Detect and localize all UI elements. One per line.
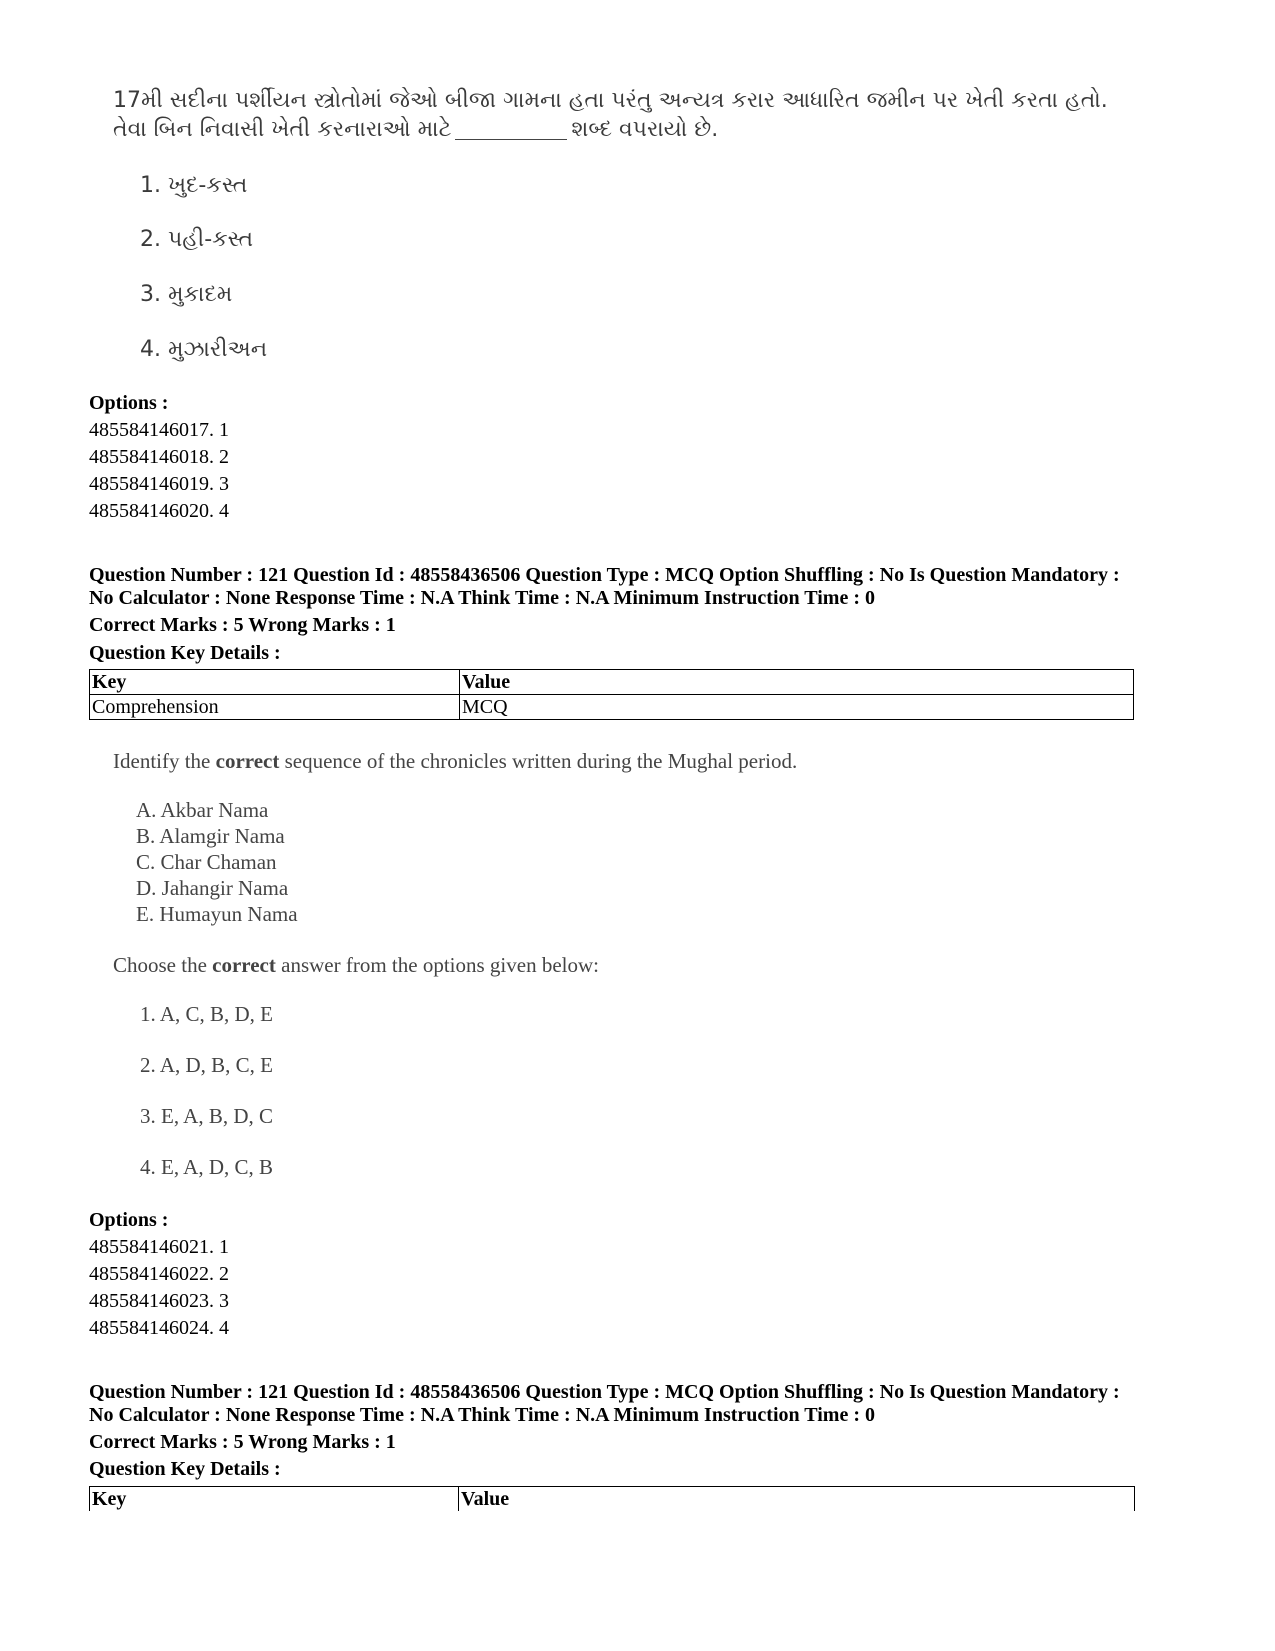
- question-meta-line-1: Question Number : 121 Question Id : 48558436506 Question Type : MCQ Option Shuffling : No Is Question Mandatory :: [89, 1381, 1120, 1403]
- choose-text-post: answer from the options given below:: [275, 953, 599, 977]
- question-key-table-partial: [89, 1486, 1135, 1511]
- choose-text-pre: Choose the: [113, 953, 213, 977]
- choose-answer-prompt: [113, 952, 599, 978]
- option-item: 485584146023. 3: [89, 1290, 229, 1312]
- table-header-value: Value: [458, 1487, 1135, 1511]
- marks-line: Correct Marks : 5 Wrong Marks : 1: [89, 1431, 396, 1453]
- english-choice-4: 4. E, A, D, C, B: [140, 1155, 274, 1179]
- options-heading-1: Options :: [89, 392, 169, 414]
- chronicle-item: A. Akbar Nama: [136, 798, 269, 822]
- prompt-text-pre: Identify the: [113, 749, 216, 773]
- table-row: [90, 695, 1134, 720]
- option-item: 485584146022. 2: [89, 1263, 229, 1285]
- choose-text-bold: correct: [212, 953, 276, 977]
- option-item: 485584146017. 1: [89, 419, 229, 441]
- question-key-details-heading: Question Key Details :: [89, 1458, 281, 1480]
- english-choice-2: 2. A, D, B, C, E: [140, 1053, 274, 1077]
- gujarati-choice-1: 1. ખુદ-કસ્ત: [140, 173, 248, 198]
- chronicle-item: E. Humayun Nama: [136, 902, 298, 926]
- option-item: 485584146018. 2: [89, 446, 229, 468]
- gujarati-question-line-2: [113, 116, 718, 144]
- english-question-prompt: [113, 748, 797, 774]
- question-key-table: [89, 669, 1134, 720]
- table-cell-key: Comprehension: [90, 695, 460, 720]
- gujarati-question-text-before-blank: તેવા બિન નિવાસી ખેતી કરનારાઓ માટે: [113, 117, 452, 142]
- table-header-value: Value: [460, 670, 1134, 695]
- table-header-key: Key: [89, 1487, 459, 1511]
- option-item: 485584146021. 1: [89, 1236, 229, 1258]
- table-header-key: Key: [90, 670, 460, 695]
- prompt-text-bold: correct: [215, 749, 280, 773]
- chronicle-item: D. Jahangir Nama: [136, 876, 289, 900]
- gujarati-choice-2: 2. પહી-કસ્ત: [140, 227, 254, 252]
- question-key-details-heading: Question Key Details :: [89, 642, 281, 664]
- table-header-row: [90, 670, 1134, 695]
- chronicle-item: B. Alamgir Nama: [136, 824, 285, 848]
- gujarati-question-line-1: 17મી સદીના પર્શીયન સ્ત્રોતોમાં જેઓ બીજા ગામના હતા પરંતુ અન્યત્ર કરાર આધારિત જમીન પર ખેતી કરતા હતો.: [113, 88, 1108, 113]
- gujarati-choice-4: 4. મુઝારીઅન: [140, 337, 268, 362]
- prompt-text-post: sequence of the chronicles written during the Mughal period.: [279, 749, 798, 773]
- english-choice-3: 3. E, A, B, D, C: [140, 1104, 274, 1128]
- option-item: 485584146019. 3: [89, 473, 229, 495]
- option-item: 485584146024. 4: [89, 1317, 229, 1339]
- chronicle-item: C. Char Chaman: [136, 850, 277, 874]
- question-meta-line-2: No Calculator : None Response Time : N.A Think Time : N.A Minimum Instruction Time : 0: [89, 1404, 875, 1426]
- options-heading-2: Options :: [89, 1209, 169, 1231]
- question-meta-line-2: No Calculator : None Response Time : N.A Think Time : N.A Minimum Instruction Time : 0: [89, 587, 875, 609]
- english-choice-1: 1. A, C, B, D, E: [140, 1002, 274, 1026]
- question-meta-line-1: Question Number : 121 Question Id : 48558436506 Question Type : MCQ Option Shuffling : No Is Question Mandatory :: [89, 564, 1120, 586]
- gujarati-choice-3: 3. મુકાદમ: [140, 282, 233, 307]
- marks-line: Correct Marks : 5 Wrong Marks : 1: [89, 614, 396, 636]
- option-item: 485584146020. 4: [89, 500, 229, 522]
- table-cell-value: MCQ: [460, 695, 1134, 720]
- fill-in-blank: [455, 121, 567, 140]
- gujarati-question-text-after-blank: શબ્દ વપરાયો છે.: [571, 117, 719, 142]
